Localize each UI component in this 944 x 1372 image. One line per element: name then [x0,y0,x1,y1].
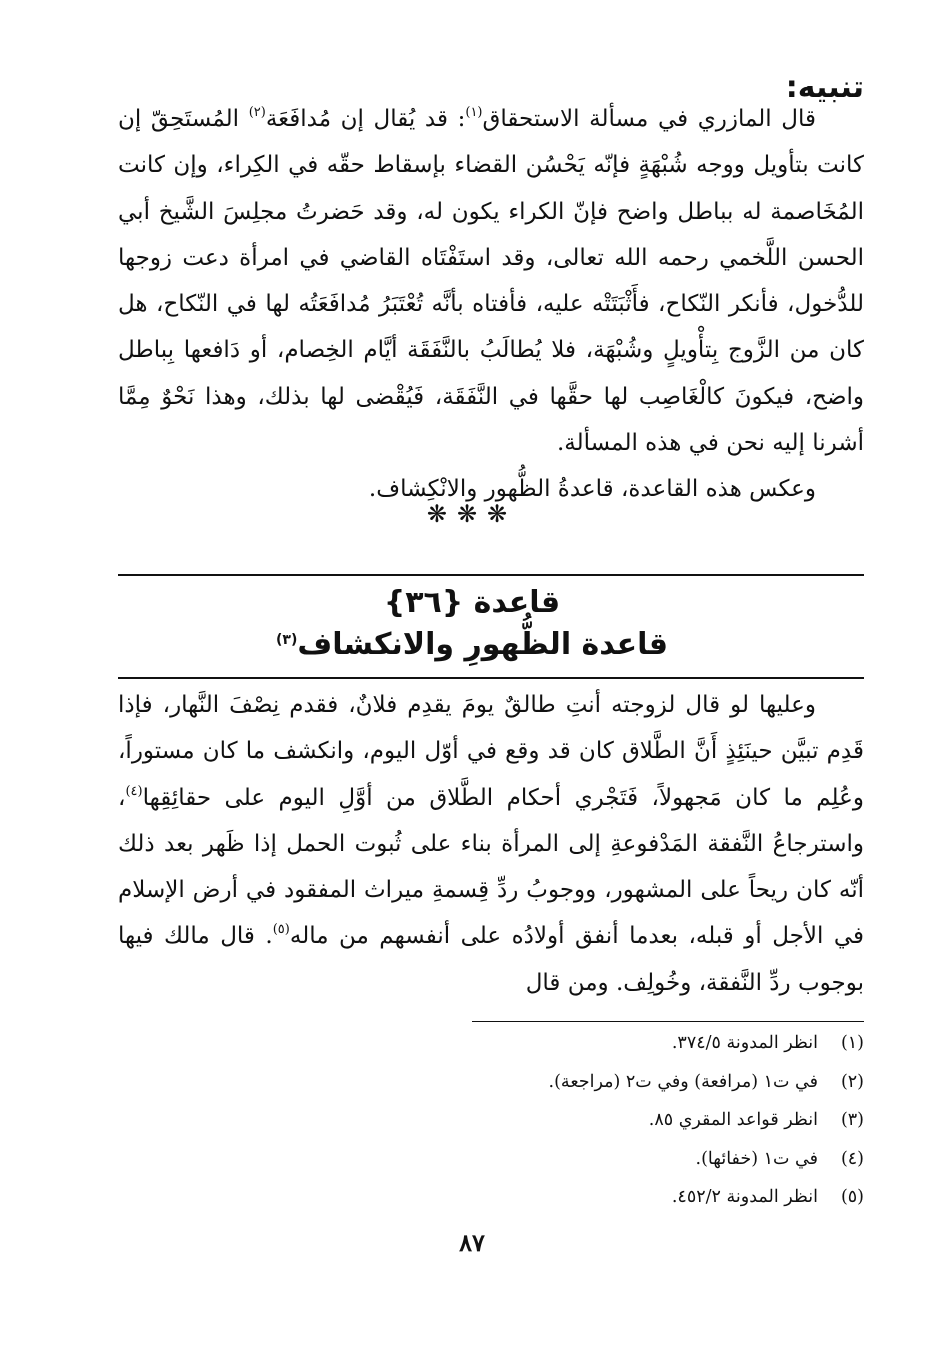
paragraph-mazari [118,96,864,466]
footnote-text: انظر المدونة ٤٥٢/٢. [671,1187,818,1207]
footnote-number: (٣) [840,1110,864,1130]
footnotes-list [264,1024,864,1217]
footnote-text: في ت١ (مرافعة) وفي ت٢ (مراجعة). [548,1071,818,1092]
footnote-item [264,1140,864,1179]
footnote-separator [472,1021,864,1022]
paragraph-text: : قد يُقال إن مُدافَعَة [265,106,466,132]
footnote-number: (٥) [840,1187,864,1207]
rule-number-title: قاعدة {٣٦} [383,585,561,620]
footnote-text: في ت١ (خفائها). [695,1148,818,1169]
footnote-number: (٢) [840,1071,864,1092]
footnote-ref[interactable]: (١) [465,105,483,120]
rule-body [118,682,864,1006]
footnote-item [264,1063,864,1102]
footnote-ref[interactable]: (٣) [276,632,298,648]
section-separator-stars: ❋❋❋ [426,500,518,528]
paragraph-divorce-example [118,682,864,1006]
paragraph-text: ، واسترجاعُ النَّفقة المَدْفوعةِ إلى المرأة بناء على ثُبوت الحمل إذا ظَهر بعد ذلك أنّه كان ريحاً على المشهور، ووجوبُ ردِّ قِسمةِ ميراث المفقود في أرض الإسلام في الأجل أو قبله، بعدما أنفق أولادُه على أنفسهم من ماله [118,784,864,950]
footnote-number: (١) [840,1033,864,1053]
title-bottom-rule [118,677,864,679]
rule-title-text: قاعدة الظُّهورِ والانكشاف [297,627,668,662]
note-body [118,96,864,513]
paragraph-inverse-rule: وعكس هذه القاعدة، قاعدةُ الظُّهور والانْكِشاف. [368,476,816,503]
paragraph-text: وعليها لو قال لزوجته أنتِ طالقٌ يومَ يقدِم فلانٌ، فقدم نِصْفَ النَّهار، فإذا قَدِم تبيَّن حينَئِذٍ أَنَّ الطَّلاق كان قد وقع في أوّل اليوم، وانكشف ما كان مستوراً، وعُلِم ما كان مَجهولاً، فَتَجْري أحكام الطَّلاق من أوَّلِ اليوم على حقائِقِها [118,692,864,811]
footnote-item [264,1101,864,1140]
footnote-number: (٤) [840,1148,864,1169]
title-top-rule [118,574,864,576]
footnote-text: انظر المدونة ٣٧٤/٥. [671,1033,818,1053]
footnote-ref[interactable]: (٤) [125,783,143,799]
paragraph-text: . قال مالك فيها بوجوب ردِّ النَّفقة، وخُولِف. ومن قال [118,923,864,996]
page-number: ٨٧ [459,1228,485,1257]
footnote-text: انظر قواعد المقري ٨٥. [648,1110,818,1130]
paragraph-text: قال المازري في مسألة الاستحقاق [482,106,816,132]
footnote-item [264,1024,864,1063]
footnote-ref[interactable]: (٢) [248,105,266,120]
paragraph-text: المُستَحِقّ إن كانت بتأويل ووجه شُبْهَةٍ فإنّه يَحْسُن القضاء بإسقاط حقّه في الكِراء، وإن كانت المُخَاصمة له بباطل واضح فإنّ الكراء يكون له، وقد حَضرتُ مجلِسَ الشَّيخ أبي الحسن اللَّخمي رحمه الله تعالى، وقد استَفْتَاه القاضي في امرأة دعت زوجها للدُّخول، فأنكر النّكاح، فأَثْبَتَتْه عليه، فأفتاه بأنَّه تُعْتَبَرُ مُدافَعَتُه لها في النّكاح، هل كان من الزَّوج بِتأْويلٍ وشُبْهَة، فلا يُطالَبُ بالنَّفَقَة أيَّام الخِصام، أو دَافعها بِباطل واضح، فيكونَ كالْغَاصِب لها حقَّها في النَّفَقَة، فَيُقْضى لها بذلك، وهذا نَحْوٌ مِمَّا أشرنا إليه نحن في هذه المسألة. [118,106,864,457]
rule-title [0,627,944,662]
note-heading: تنبيه: [785,70,864,105]
footnote-ref[interactable]: (٥) [272,922,290,938]
footnote-item [264,1178,864,1217]
